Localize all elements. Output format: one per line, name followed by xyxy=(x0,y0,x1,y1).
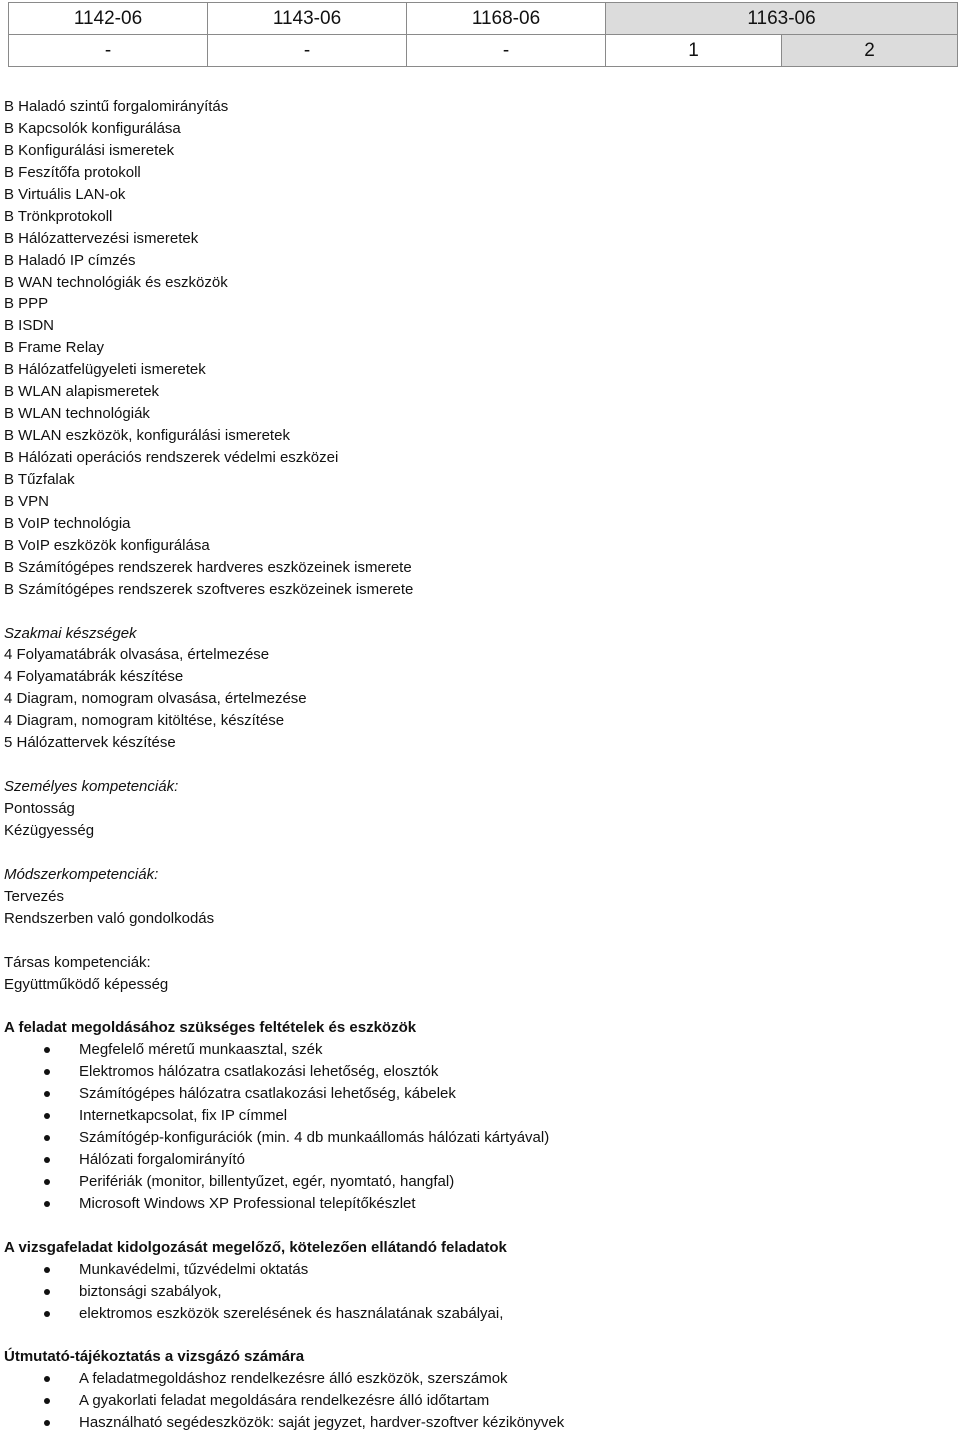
topic-item: B WLAN eszközök, konfigurálási ismeretek xyxy=(4,427,290,445)
condition-text: Megfelelő méretű munkaasztal, szék xyxy=(79,1041,323,1059)
spacer xyxy=(4,1215,954,1237)
topic-item: B Feszítőfa protokoll xyxy=(4,163,141,181)
bullet-dot-icon xyxy=(44,1069,50,1075)
bullet-dot-icon xyxy=(44,1398,50,1404)
topic-item: B VPN xyxy=(4,492,50,510)
method-item: Rendszerben való gondolkodás xyxy=(4,909,215,927)
condition-item xyxy=(4,1061,954,1083)
header-cell-value: 2 xyxy=(782,35,958,67)
bullet-dot-icon xyxy=(44,1289,50,1295)
condition-text: Perifériák (monitor, billentyűzet, egér, nyomtató, hangfal) xyxy=(79,1172,455,1190)
header-row-values xyxy=(9,35,958,67)
topic-item: B WLAN alapismeretek xyxy=(4,383,160,401)
bullet-dot-icon xyxy=(44,1047,50,1053)
condition-text: Hálózati forgalomirányító xyxy=(79,1151,245,1168)
header-cell-code: 1163-06 xyxy=(606,3,958,35)
social-item: Együttműködő képesség xyxy=(4,975,169,993)
topic-item: B Kapcsolók konfigurálása xyxy=(4,119,181,137)
bullet-dot-icon xyxy=(44,1179,50,1185)
guide-item xyxy=(4,1368,954,1390)
mandatory-text: Munkavédelmi, tűzvédelmi oktatás xyxy=(79,1260,309,1278)
condition-item xyxy=(4,1083,954,1105)
condition-text: Microsoft Windows XP Professional telepítőkészlet xyxy=(79,1194,416,1212)
topic-item: B Hálózattervezési ismeretek xyxy=(4,229,199,247)
topic-item: B Haladó IP címzés xyxy=(4,251,136,269)
conditions-heading: A feladat megoldásához szükséges feltételek és eszközök xyxy=(4,1019,417,1037)
condition-item xyxy=(4,1193,954,1215)
spacer xyxy=(4,754,954,776)
condition-text: Számítógépes hálózatra csatlakozási lehetőség, kábelek xyxy=(79,1085,456,1103)
mandatory-text: biztonsági szabályok, xyxy=(79,1282,222,1300)
topic-item: B Frame Relay xyxy=(4,339,105,357)
skill-item: 4 Diagram, nomogram kitöltése, készítése xyxy=(4,712,285,730)
personal-item: Kézügyesség xyxy=(4,821,95,839)
spacer xyxy=(4,842,954,864)
guide-text: Használható segédeszközök: saját jegyzet, hardver-szoftver kézikönyvek xyxy=(79,1414,565,1432)
topic-item: B Tűzfalak xyxy=(4,470,75,488)
mandatory-item xyxy=(4,1303,954,1325)
header-table xyxy=(8,2,958,67)
header-cell-code: 1168-06 xyxy=(407,3,606,35)
topic-item: B Hálózatfelügyeleti ismeretek xyxy=(4,361,206,379)
spacer xyxy=(4,601,954,623)
header-cell-value: - xyxy=(208,35,407,67)
bullet-dot-icon xyxy=(44,1157,50,1163)
mandatory-item xyxy=(4,1259,954,1281)
bullet-dot-icon xyxy=(44,1113,50,1119)
guide-item xyxy=(4,1390,954,1412)
guide-item xyxy=(4,1412,954,1434)
bullet-dot-icon xyxy=(44,1135,50,1141)
topic-item: B VoIP eszközök konfigurálása xyxy=(4,536,210,554)
topic-item: B Számítógépes rendszerek hardveres eszközeinek ismerete xyxy=(4,558,412,576)
condition-item xyxy=(4,1039,954,1061)
condition-text: Elektromos hálózatra csatlakozási lehetőség, elosztók xyxy=(79,1063,439,1081)
topic-item: B Haladó szintű forgalomirányítás xyxy=(4,98,229,115)
topic-item: B Virtuális LAN-ok xyxy=(4,185,126,203)
header-cell-value: 1 xyxy=(606,35,782,67)
skills-heading: Szakmai készségek xyxy=(4,624,137,642)
mandatory-item xyxy=(4,1281,954,1303)
social-heading: Társas kompetenciák: xyxy=(4,953,151,971)
topic-item: B ISDN xyxy=(4,317,55,335)
personal-item: Pontosság xyxy=(4,800,75,817)
mandatory-text: elektromos eszközök szerelésének és használatának szabályai, xyxy=(79,1304,504,1322)
document-body xyxy=(4,96,954,1434)
spacer xyxy=(4,1325,954,1347)
bullet-dot-icon xyxy=(44,1376,50,1382)
bullet-dot-icon xyxy=(44,1201,50,1207)
topic-list xyxy=(4,96,954,601)
personal-heading: Személyes kompetenciák: xyxy=(4,778,179,796)
topic-item: B VoIP technológia xyxy=(4,514,131,532)
bullet-dot-icon xyxy=(44,1420,50,1426)
bullet-dot-icon xyxy=(44,1091,50,1097)
header-cell-value: - xyxy=(9,35,208,67)
skill-item: 4 Folyamatábrák olvasása, értelmezése xyxy=(4,646,270,664)
guide-heading: Útmutató-tájékoztatás a vizsgázó számára xyxy=(4,1348,305,1366)
header-cell-value: - xyxy=(407,35,606,67)
topic-item: B PPP xyxy=(4,295,49,313)
condition-item xyxy=(4,1127,954,1149)
topic-item: B Trönkprotokoll xyxy=(4,207,113,225)
spacer xyxy=(4,995,954,1017)
topic-item: B WAN technológiák és eszközök xyxy=(4,273,228,291)
method-heading: Módszerkompetenciák: xyxy=(4,865,159,883)
condition-item xyxy=(4,1105,954,1127)
condition-item xyxy=(4,1171,954,1193)
mandatory-heading: A vizsgafeladat kidolgozását megelőző, kötelezően ellátandó feladatok xyxy=(4,1238,507,1256)
skill-item: 4 Diagram, nomogram olvasása, értelmezése xyxy=(4,690,307,708)
condition-text: Internetkapcsolat, fix IP címmel xyxy=(79,1107,288,1125)
method-item: Tervezés xyxy=(4,887,65,905)
topic-item: B WLAN technológiák xyxy=(4,405,150,423)
condition-text: Számítógép-konfigurációk (min. 4 db munkaállomás hálózati kártyával) xyxy=(79,1129,550,1147)
header-cell-code: 1143-06 xyxy=(208,3,407,35)
topic-item: B Hálózati operációs rendszerek védelmi eszközei xyxy=(4,449,339,466)
header-cell-code: 1142-06 xyxy=(9,3,208,35)
topic-item: B Konfigurálási ismeretek xyxy=(4,141,175,159)
topic-item: B Számítógépes rendszerek szoftveres eszközeinek ismerete xyxy=(4,580,414,598)
spacer xyxy=(4,930,954,952)
guide-text: A gyakorlati feladat megoldására rendelkezésre álló időtartam xyxy=(79,1392,490,1410)
header-row-codes xyxy=(9,3,958,35)
bullet-dot-icon xyxy=(44,1311,50,1317)
condition-item xyxy=(4,1149,954,1171)
guide-text: A feladatmegoldáshoz rendelkezésre álló eszközök, szerszámok xyxy=(79,1370,508,1388)
bullet-dot-icon xyxy=(44,1267,50,1273)
skill-item: 4 Folyamatábrák készítése xyxy=(4,668,184,686)
skill-item: 5 Hálózattervek készítése xyxy=(4,734,176,752)
